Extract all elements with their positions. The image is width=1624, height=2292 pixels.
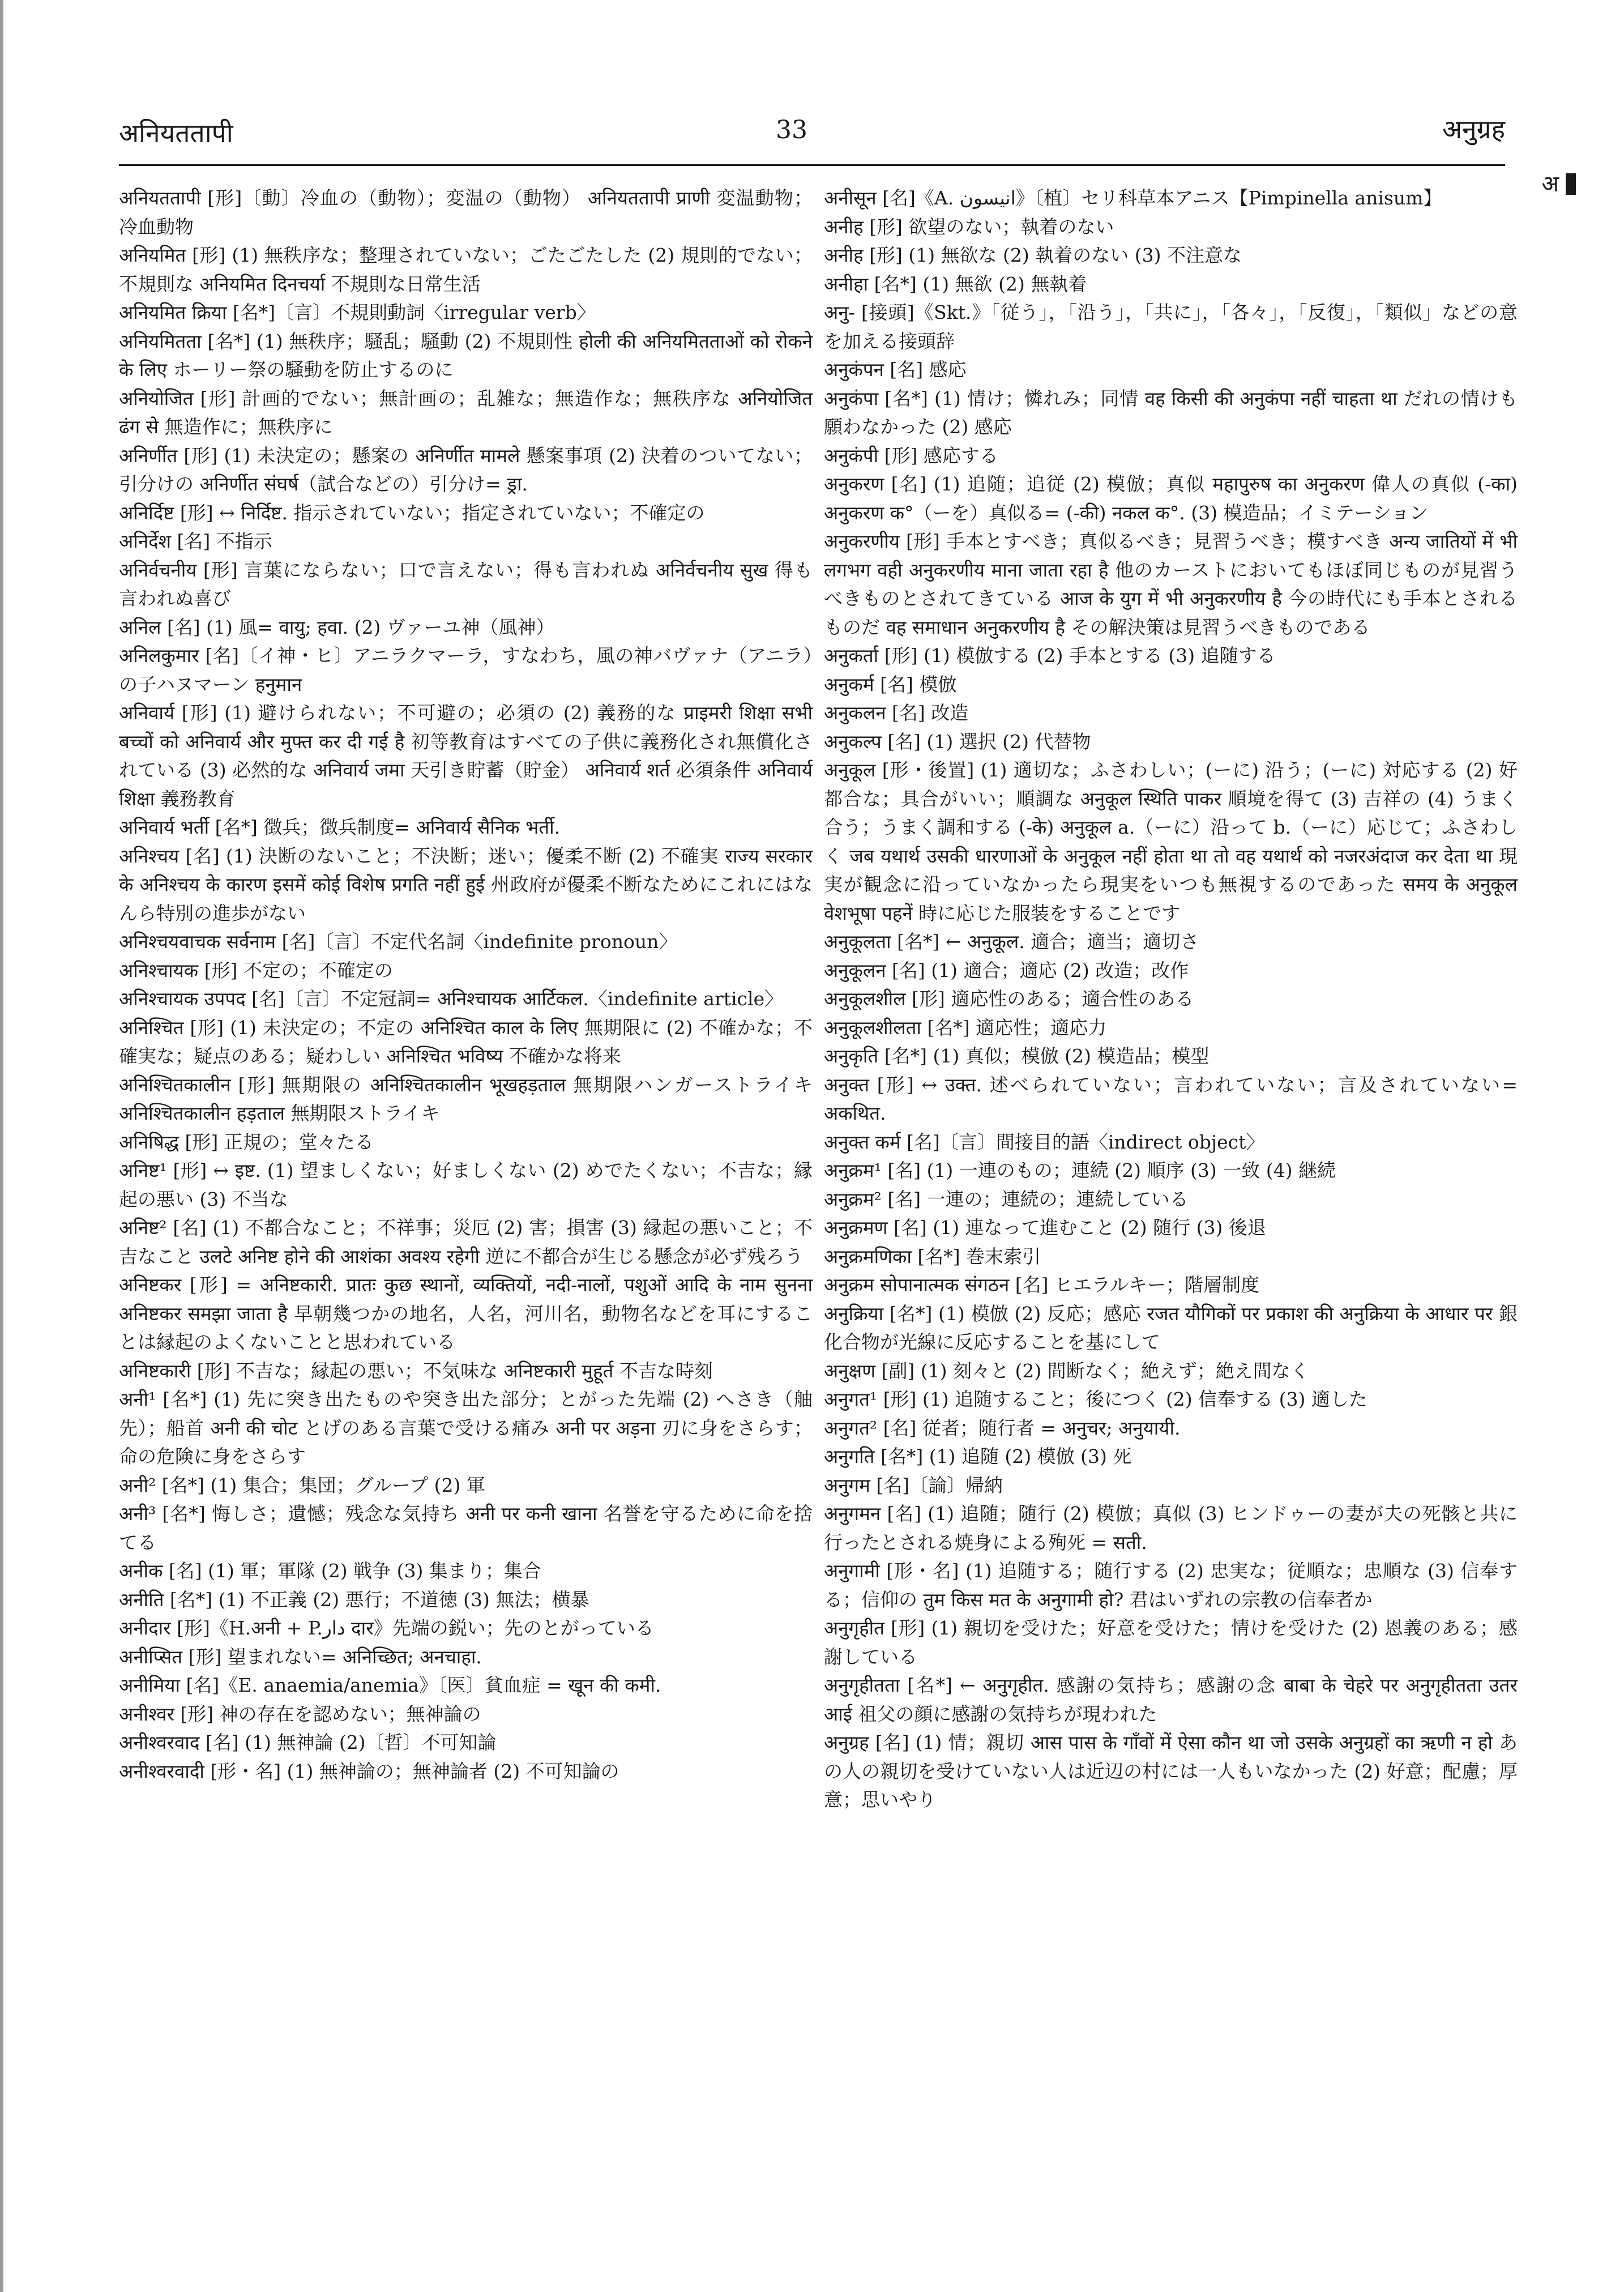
dictionary-entry: अनुकृति [名*] (1) 真似；模倣 (2) 模造品；模型 (824, 1045, 1210, 1067)
left-column (119, 184, 813, 1786)
dictionary-entry: अनी¹ [名*] (1) 先に突き出たものや突き出た部分；とがった先端 (2) へさき（舳先）；船首 अनी की चोट とげのある言葉で受ける痛み अनी पर अड़ना 刃に身をさらす；命の危険に身をさらす (119, 1388, 813, 1467)
dictionary-entry: अनुक्रम¹ [名] (1) 一連のもの；連続 (2) 順序 (3) 一致 (4) 継続 (824, 1159, 1336, 1181)
dictionary-entry: अनुगामी [形・名] (1) 追随する；随行する (2) 忠実な；従順な；忠順な (3) 信奉する；信仰の तुम किस मत के अनुगामी हो? 君はいずれの宗教の信奉者か (824, 1560, 1518, 1611)
dictionary-entry: अनीक [名] (1) 軍；軍隊 (2) 戦争 (3) 集まり；集合 (119, 1560, 541, 1582)
dictionary-entry: अनिल [名] (1) 風= वायु; हवा. (2) ヴァーユ神（風神） (119, 616, 555, 638)
dictionary-entry: अनुक्रिया [名*] (1) 模倣 (2) 反応；感応 रजत यौगिकों पर प्रकाश की अनुक्रिया के आधार पर 銀化合物が光線に反応することを基にして (824, 1302, 1518, 1353)
dictionary-entry: अनियोजित [形] 計画的でない；無計画の；乱雑な；無造作な；無秩序な अनियोजित ढंग से 無造作に；無秩序に (119, 387, 813, 438)
dictionary-entry: अनुकंपा [名*] (1) 情け；憐れみ；同情 वह किसी की अनुकंपा नहीं चाहता था だれの情けも願わなかった (2) 感応 (824, 387, 1518, 438)
thumb-index-marker (1566, 173, 1576, 195)
dictionary-entry: अनिलकुमार [名]〔イ神・ヒ〕アニラクマーラ，すなわち，風の神バヴァナ（アニラ）の子ハヌマーン हनुमान (119, 645, 813, 695)
dictionary-entry: अनुक्रमण [名] (1) 連なって進むこと (2) 随行 (3) 後退 (824, 1217, 1266, 1239)
dictionary-entry: अनिर्देश [名] 不指示 (119, 530, 272, 552)
thumb-index-letter: अ (1541, 171, 1559, 197)
dictionary-entry: अनीह [形] (1) 無欲な (2) 執着のない (3) 不注意な (824, 244, 1242, 266)
dictionary-entry: अनियमित क्रिया [名*]〔言〕不規則動詞〈irregular verb〉 (119, 301, 596, 323)
dictionary-entry: अनीहा [名*] (1) 無欲 (2) 無執着 (824, 272, 1087, 295)
running-head-left: अनियततापी (119, 118, 233, 148)
dictionary-entry: अनियमितता [名*] (1) 無秩序；騒乱；騒動 (2) 不規則性 होली की अनियमितताओं को रोकने के लिए ホーリー祭の騒動を防止するのに (119, 330, 813, 381)
dictionary-entry: अनुक्षण [副] (1) 刻々と (2) 間断なく；絶えず；絶え間なく (824, 1359, 1309, 1382)
dictionary-entry: अनुक्रमणिका [名*] 巻末索引 (824, 1245, 1041, 1267)
dictionary-entry: अनिश्चयवाचक सर्वनाम [名]〔言〕不定代名詞〈indefinite pronoun〉 (119, 931, 678, 953)
dictionary-entry: अनुकूलशील [形] 適応性のある；適合性のある (824, 988, 1194, 1010)
dictionary-entry: अनी³ [名*] 悔しさ；遺憾；残念な気持ち अनी पर कनी खाना 名誉を守るために命を捨てる (119, 1503, 813, 1553)
dictionary-entry: अनिर्दिष्ट [形] ↔ निर्दिष्ट. 指示されていない；指定されていない；不確定の (119, 501, 705, 524)
right-column (824, 184, 1518, 1815)
dictionary-entry: अनीसून [名]《A. انیسون》〔植〕セリ科草本アニス【Pimpinella anisum】 (824, 187, 1442, 209)
thumb-index-tab (1541, 173, 1576, 195)
dictionary-entry: अनुक्त कर्म [名]〔言〕間接目的語〈indirect object〉 (824, 1130, 1265, 1153)
dictionary-entry: अनिश्चायक [形] 不定の；不確定の (119, 959, 393, 981)
dictionary-entry: अनिश्चित [形] (1) 未決定の；不定の अनिश्चित काल के लिए 無期限に (2) 不確かな；不確実な；疑点のある；疑わしい अनिश्चित भविष्य 不確かな将来 (119, 1016, 813, 1067)
dictionary-entry: अनुकल्प [名] (1) 選択 (2) 代替物 (824, 730, 1091, 753)
dictionary-entry: अनुगम [名]〔論〕帰納 (824, 1474, 1003, 1496)
dictionary-entry: अनीश्वरवादी [形・名] (1) 無神論の；無神論者 (2) 不可知論の (119, 1760, 619, 1782)
dictionary-entry: अनिवार्य [形] (1) 避けられない；不可避の；必須の (2) 義務的な प्राइमरी शिक्षा सभी बच्चों को अनिवार्य और मुफ्त कर दी गई है 初等教育はすべての子供に義務化され無償化されている (3) 必然的な अनिवार्य जमा 天引き貯蓄（貯金） अनिवार्य शर्त 必須条件 अनिवार्य शिक्षा 義務教育 (119, 702, 813, 810)
dictionary-entry: अनुकर्ता [形] (1) 模倣する (2) 手本とする (3) 追随する (824, 645, 1276, 667)
dictionary-entry: अनियमित [形] (1) 無秩序な；整理されていない；ごたごたした (2) 規則的でない；不規則な अनियमित दिनचर्या 不規則な日常生活 (119, 244, 813, 295)
dictionary-entry: अनिवार्य भर्ती [名*] 徴兵；徴兵制度= अनिवार्य सैनिक भर्ती. (119, 816, 561, 838)
dictionary-entry: अनियततापी [形]〔動〕冷血の（動物）；変温の（動物） अनियततापी प्राणी 変温動物；冷血動物 (119, 187, 813, 238)
dictionary-entry: अनुकूल [形・後置] (1) 適切な；ふさわしい；(ーに) 沿う；(ーに) 対応する (2) 好都合な；具合がいい；順調な अनुकूल स्थिति पाकर 順境を得て (3) 吉祥の (4) うまく合う；うまく調和する (-के) अनुकूल a.（ーに）沿って b.（ーに）応じて；ふさわしく जब यथार्थ उसकी धारणाओं के अनुकूल नहीं होता था तो वह यथार्थ को नजरअंदाज कर देता था 現実が観念に沿っていなかったら現実をいつも無視するのであった समय के अनुकूल वेशभूषा पहनें 時に応じた服装をすることです (824, 759, 1518, 924)
dictionary-entry: अनीश्वर [形] 神の存在を認めない；無神論の (119, 1702, 481, 1725)
dictionary-entry: अनुकर्म [名] 模倣 (824, 673, 957, 695)
dictionary-entry: अनुगृहीत [形] (1) 親切を受けた；好意を受けた；情けを受けた (2) 恩義のある；感謝している (824, 1617, 1518, 1668)
dictionary-entry: अनुकंपी [形] 感応する (824, 444, 998, 467)
dictionary-entry: अनुक्रम सोपानात्मक संगठन [名] ヒエラルキー；階層制度 (824, 1274, 1260, 1296)
page-number: 33 (776, 116, 807, 144)
dictionary-entry: अनुकलन [名] 改造 (824, 702, 969, 724)
dictionary-entry: अनीदार [形]《H.अनी + P.دار दार》先端の鋭い；先のとがっている (119, 1617, 654, 1639)
dictionary-entry: अनुगत¹ [形] (1) 追随すること；後につく (2) 信奉する (3) 適した (824, 1388, 1367, 1410)
dictionary-entry: अनिर्वचनीय [形] 言葉にならない；口で言えない；得も言われぬ अनिर्वचनीय सुख 得も言われぬ喜び (119, 558, 813, 609)
dictionary-entry: अनिषिद्ध [形] 正規の；堂々たる (119, 1130, 374, 1153)
dictionary-entry: अनिष्टकारी [形] 不吉な；縁起の悪い；不気味な अनिष्टकारी मुहूर्त 不吉な時刻 (119, 1359, 713, 1382)
dictionary-entry: अनिष्टकर [形] = अनिष्टकारी. प्रातः कुछ स्थानों, व्यक्तियों, नदी-नालों, पशुओं आदि के नाम सुनना अनिष्टकर समझा जाता है 早朝幾つかの地名，人名，河川名，動物名などを耳にすることは縁起のよくないことと思われている (119, 1274, 813, 1353)
dictionary-entry: अनिश्चितकालीन [形] 無期限の अनिश्चितकालीन भूखहड़ताल 無期限ハンガーストライキ अनिश्चितकालीन हड़ताल 無期限ストライキ (119, 1073, 813, 1124)
dictionary-entry: अनिष्ट¹ [形] ↔ इष्ट. (1) 望ましくない；好ましくない (2) めでたくない；不吉な；縁起の悪い (3) 不当な (119, 1159, 813, 1210)
dictionary-entry: अनुगत² [名] 従者；随行者 = अनुचर; अनुयायी. (824, 1416, 1181, 1439)
header-rule (119, 164, 1505, 166)
dictionary-entry: अनीह [形] 欲望のない；執着のない (824, 215, 1114, 238)
dictionary-entry: अनुक्त [形] ↔ उक्त. 述べられていない；言われていない；言及されていない= अकथित. (824, 1073, 1518, 1124)
dictionary-entry: अनीश्वरवाद [名] (1) 無神論 (2)〔哲〕不可知論 (119, 1731, 497, 1753)
dictionary-entry: अनी² [名*] (1) 集合；集団；グループ (2) 軍 (119, 1474, 485, 1496)
page-edge-shadow (0, 0, 3, 2292)
dictionary-entry: अनुगमन [名] (1) 追随；随行 (2) 模倣；真似 (3) ヒンドゥーの妻が夫の死骸と共に行ったとされる焼身による殉死 = सती. (824, 1503, 1518, 1553)
dictionary-entry: अनुकूलशीलता [名*] 適応性；適応力 (824, 1016, 1107, 1039)
dictionary-entry: अनुगति [名*] (1) 追随 (2) 模倣 (3) 死 (824, 1445, 1132, 1467)
running-head-right: अनुग्रह (1442, 114, 1505, 144)
dictionary-entry: अनुगृहीतता [名*] ← अनुगृहीत. 感謝の気持ち；感謝の念 बाबा के चेहरे पर अनुगृहीतता उतर आई 祖父の顔に感謝の気持ちが現われた (824, 1674, 1518, 1725)
dictionary-entry: अनिष्ट² [名] (1) 不都合なこと；不祥事；災厄 (2) 害；損害 (3) 縁起の悪いこと；不吉なこと उलटे अनिष्ट होने की आशंका अवश्य रहेगी 逆に不都合が生じる懸念が必ず残ろう (119, 1217, 813, 1267)
dictionary-entry: अनुक्रम² [名] 一連の；連続の；連続している (824, 1188, 1189, 1210)
dictionary-entry: अनुकंपन [名] 感応 (824, 358, 967, 381)
dictionary-entry: अनुकरणीय [形] 手本とすべき；真似るべき；見習うべき；模すべき अन्य जातियों में भी लगभग वही अनुकरणीय माना जाता रहा है 他のカーストにおいてもほぼ同じものが見習うべきものとされてきている आज के युग में भी अनुकरणीय है 今の時代にも手本とされるものだ वह समाधान अनुकरणीय है その解決策は見習うべきものである (824, 530, 1518, 638)
dictionary-entry: अनुग्रह [名] (1) 情；親切 आस पास के गाँवों में ऐसा कौन था जो उसके अनुग्रहों का ऋणी न हो あの人の親切を受けていない人は近辺の村には一人もいなかった (2) 好意；配慮；厚意；思いやり (824, 1731, 1518, 1811)
dictionary-entry: अनीति [名*] (1) 不正義 (2) 悪行；不道徳 (3) 無法；横暴 (119, 1588, 589, 1611)
dictionary-entry: अनुकूलता [名*] ← अनुकूल. 適合；適当；適切さ (824, 931, 1199, 953)
dictionary-entry: अनिश्चायक उपपद [名]〔言〕不定冠詞= अनिश्चायक आर्टिकल.〈indefinite article〉 (119, 988, 784, 1010)
dictionary-entry: अनीमिया [名]《E. anaemia/anemia》〔医〕貧血症 = खून की कमी. (119, 1674, 661, 1696)
dictionary-entry: अनुकरण [名] (1) 追随；追従 (2) 模倣；真似 महापुरुष का अनुकरण 偉人の真似 (-का) अनुकरण क°（ーを）真似る= (-की) नकल क°. (3) 模造品；イミテーション (824, 473, 1518, 524)
dictionary-entry: अनीप्सित [形] 望まれない= अनिच्छित; अनचाहा. (119, 1645, 482, 1668)
dictionary-entry: अनु- [接頭]《Skt.》「従う」，「沿う」，「共に」，「各々」，「反復」，「類似」などの意を加える接頭辞 (824, 301, 1518, 352)
dictionary-entry: अनिर्णीत [形] (1) 未決定の；懸案の अनिर्णीत मामले 懸案事項 (2) 決着のついてない；引分けの अनिर्णीत संघर्ष（試合などの）引分け= ड्रा. (119, 444, 813, 495)
dictionary-entry: अनुकूलन [名] (1) 適合；適応 (2) 改造；改作 (824, 959, 1189, 981)
dictionary-entry: अनिश्चय [名] (1) 決断のないこと；不決断；迷い；優柔不断 (2) 不確実 राज्य सरकार के अनिश्चय के कारण इसमें कोई विशेष प्रगति नहीं हुई 州政府が優柔不断なためにこれにはなんら特別の進歩がない (119, 844, 813, 924)
